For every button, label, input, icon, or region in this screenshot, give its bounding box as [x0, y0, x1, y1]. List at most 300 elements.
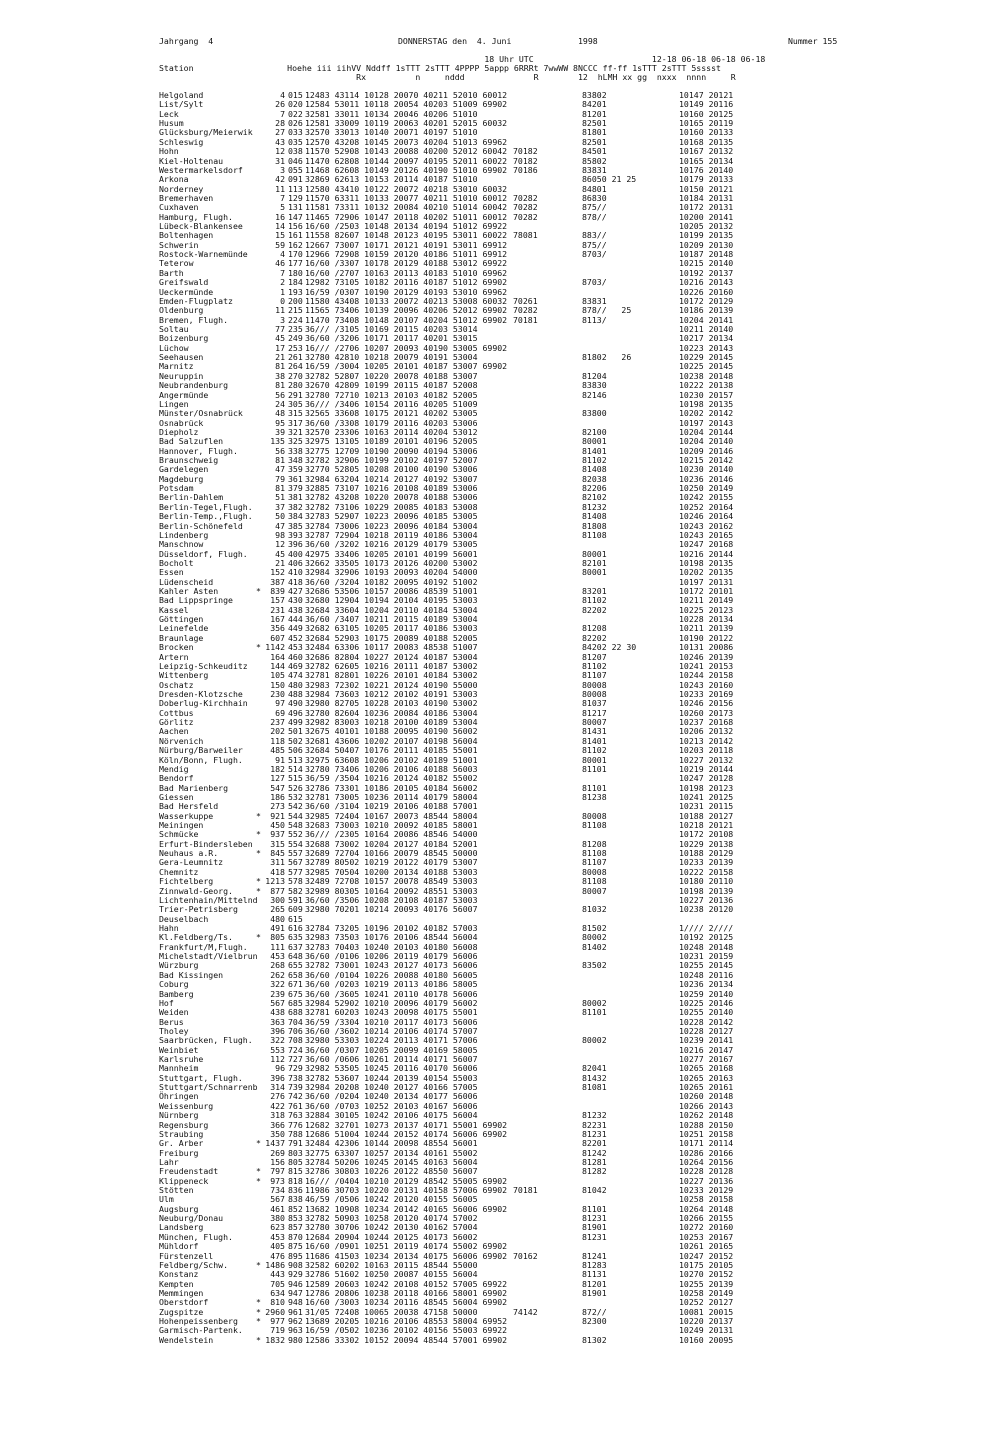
station-index: 980 [288, 1334, 303, 1345]
station-extremes: 10243 20165 [679, 529, 734, 540]
station-height: 450 [270, 820, 285, 831]
station-extremes: 10238 20148 [679, 370, 734, 381]
station-data-groups: 36/60 /0203 10219 20113 40186 58005 [305, 979, 478, 990]
station-data-groups: 36/60 /3308 10179 20116 40203 53006 [305, 417, 478, 428]
station-extremes: 10229 20138 [679, 838, 734, 849]
station-data-groups: 32784 50206 10245 20145 40163 56004 [305, 1156, 478, 1167]
station-name: Aachen [159, 726, 189, 737]
station-extremes: 10228 20127 [679, 1025, 734, 1036]
station-data-groups: 11470 73408 10148 20107 40204 51012 69902 [305, 314, 508, 325]
station-data-groups: 16/59 /0502 10236 20102 40156 55003 69922 [305, 1325, 508, 1336]
station-height: 797 [270, 1166, 285, 1177]
station-name: Freiburg [159, 1147, 199, 1158]
station-name: Lübeck-Blankensee [159, 221, 243, 232]
station-index: 384 [288, 511, 303, 522]
station-index: 488 [288, 689, 303, 699]
station-extremes: 10237 20168 [679, 717, 734, 728]
station-data-groups: 32984 63204 10214 20127 40192 53007 [305, 473, 478, 484]
station-height: 269 [270, 1147, 285, 1158]
station-height: 97 [275, 698, 285, 709]
station-height: 239 [270, 988, 285, 999]
station-data-groups: 32783 52907 10223 20096 40185 53005 [305, 511, 478, 522]
station-height: 318 [270, 1110, 285, 1121]
station-height: 91 [275, 754, 285, 765]
station-index: 727 [288, 1054, 303, 1065]
station-data-groups: 36/59 /3504 10216 20124 40182 55002 [305, 773, 478, 784]
station-name: Greifswald [159, 277, 209, 288]
station-group7: 70181 [513, 1185, 538, 1196]
mountain-mark: * [256, 1175, 261, 1186]
station-data-groups: 32688 73002 10204 20127 40184 52001 [305, 838, 478, 849]
station-name: Memmingen [159, 1288, 204, 1298]
station-height: 105 [270, 670, 285, 681]
station-name: Kempten [159, 1278, 194, 1289]
station-group7: 74142 [513, 1306, 538, 1317]
station-group8: 84202 22 30 [582, 642, 637, 653]
station-name: Lindenberg [159, 529, 209, 540]
station-group8: 81108 [582, 876, 607, 887]
station-index: 264 [288, 361, 303, 372]
station-group8: 875// [582, 202, 607, 213]
station-index: 215 [288, 305, 303, 316]
station-name: Rostock-Warnemünde [159, 249, 248, 260]
station-index: 147 [288, 211, 303, 222]
station-height: 476 [270, 1250, 285, 1261]
station-extremes: 10277 20167 [679, 1054, 734, 1065]
station-height: 418 [270, 866, 285, 877]
station-name: Manschnow [159, 539, 204, 550]
station-group8: 8113/ [582, 314, 607, 325]
station-name: Deuselbach [159, 913, 209, 924]
station-index: 291 [288, 389, 303, 400]
station-extremes: 10228 20134 [679, 614, 734, 625]
station-name: Cottbus [159, 707, 194, 718]
station-height: 567 [270, 1194, 285, 1205]
station-index: 548 [288, 820, 303, 831]
station-data-groups: 32781 60203 10243 20098 40175 55001 [305, 1007, 478, 1018]
mountain-mark: * [256, 1138, 261, 1149]
station-data-groups: 32684 50407 10176 20111 40185 55001 [305, 745, 478, 756]
station-index: 895 [288, 1250, 303, 1261]
station-height: 387 [270, 576, 285, 587]
station-extremes: 10172 20131 [679, 202, 734, 213]
station-index: 615 [288, 913, 303, 924]
station-height: 28 [275, 118, 285, 129]
station-height: 37 [275, 501, 285, 512]
station-index: 729 [288, 1063, 303, 1074]
station-height: 47 [275, 464, 285, 475]
station-height: 7 [280, 267, 285, 278]
station-group8: 81032 [582, 904, 607, 915]
station-name: Zugspitze [159, 1306, 204, 1317]
station-group8: 80002 [582, 1035, 607, 1046]
station-name: Nürburg/Barweiler [159, 745, 243, 756]
station-name: Hof [159, 997, 174, 1008]
station-data-groups: 12982 73105 10182 20116 40187 51012 69902 [305, 277, 508, 288]
station-height: 96 [275, 1063, 285, 1074]
station-group7: 70282 [513, 211, 538, 222]
station-extremes: 10230 20157 [679, 389, 734, 400]
station-group8: 81231 [582, 1231, 607, 1242]
station-extremes: 10288 20150 [679, 1119, 734, 1130]
station-extremes: 10246 20156 [679, 698, 734, 709]
station-name: Mendig [159, 763, 189, 774]
table-row [159, 278, 959, 287]
station-name: Emden-Flugplatz [159, 295, 233, 306]
station-height: 118 [270, 735, 285, 746]
station-group8: 81302 [582, 1334, 607, 1345]
station-group8: 83831 [582, 295, 607, 306]
station-height: 839 [270, 586, 285, 597]
station-index: 026 [288, 118, 303, 129]
station-name: Schmücke [159, 829, 199, 840]
station-data-groups: 36/60 /3605 10241 20110 40178 56006 [305, 988, 478, 999]
station-name: Bad Lippspringe [159, 595, 233, 606]
station-group8: 81107 [582, 857, 607, 868]
station-height: 461 [270, 1203, 285, 1214]
station-index: 193 [288, 286, 303, 297]
station-name: Braunschweig [159, 455, 219, 466]
station-index: 963 [288, 1325, 303, 1336]
station-extremes: 10258 20158 [679, 1194, 734, 1205]
station-index: 261 [288, 352, 303, 363]
station-data-groups: 32783 70403 10240 20103 40180 56008 [305, 941, 478, 952]
station-extremes: 10198 20135 [679, 398, 734, 409]
station-extremes: 10171 20114 [679, 1138, 734, 1149]
station-extremes: 10227 20136 [679, 1175, 734, 1186]
station-index: 474 [288, 670, 303, 681]
station-extremes: 10270 20152 [679, 1269, 734, 1280]
station-index: 708 [288, 1035, 303, 1046]
station-group8: 83502 [582, 960, 607, 971]
station-height: 56 [275, 445, 285, 456]
station-extremes: 10222 20158 [679, 866, 734, 877]
station-extremes: 10227 20136 [679, 894, 734, 905]
station-data-groups: 36/// /2305 10164 20086 48546 54000 [305, 829, 478, 840]
station-index: 046 [288, 155, 303, 166]
station-index: 235 [288, 323, 303, 334]
station-height: 265 [270, 904, 285, 915]
station-extremes: 10243 20162 [679, 520, 734, 531]
table-row [159, 259, 959, 268]
station-name: Diepholz [159, 426, 199, 437]
station-index: 567 [288, 857, 303, 868]
station-index: 577 [288, 866, 303, 877]
station-name: Berlin-Schönefeld [159, 520, 243, 531]
station-data-groups: 32782 62605 10216 20111 40187 53002 [305, 660, 478, 671]
station-group8: 81231 [582, 1213, 607, 1224]
station-data-groups: 32782 43208 10220 20078 40188 53006 [305, 492, 478, 503]
station-index: 578 [288, 876, 303, 887]
station-height: 845 [270, 848, 285, 859]
station-extremes: 10264 20148 [679, 1203, 734, 1214]
station-extremes: 10165 20119 [679, 118, 734, 129]
station-height: 0 [280, 295, 285, 306]
station-group7: 70182 [513, 146, 538, 157]
station-index: 514 [288, 763, 303, 774]
station-data-groups: 32980 82705 10228 20103 40190 53002 [305, 698, 478, 709]
station-extremes: 10205 20132 [679, 221, 734, 232]
station-height: 98 [275, 529, 285, 540]
station-index: 427 [288, 586, 303, 597]
station-name: Saarbrücken, Flugh. [159, 1035, 253, 1046]
station-height: 396 [270, 1025, 285, 1036]
station-height: 485 [270, 745, 285, 756]
station-name: Düsseldorf, Flugh. [159, 548, 248, 559]
station-group8: 81102 [582, 455, 607, 466]
station-data-groups: 13689 20205 10216 20106 48553 58004 69952 [305, 1316, 508, 1327]
station-group8: 82202 [582, 604, 607, 615]
station-name: Leck [159, 108, 179, 119]
station-data-groups: 36/60 /0106 10206 20119 40179 56006 [305, 951, 478, 962]
station-data-groups: 16/// /2706 10207 20093 40190 53005 69902 [305, 342, 508, 353]
station-name: Chemnitz [159, 866, 199, 877]
station-extremes: 10216 20144 [679, 548, 734, 559]
station-height: 17 [275, 342, 285, 353]
station-extremes: 10165 20134 [679, 155, 734, 166]
station-name: Karlsruhe [159, 1054, 204, 1065]
station-data-groups: 32489 72708 10157 20078 48549 53003 [305, 876, 478, 887]
station-index: 515 [288, 773, 303, 784]
station-extremes: 10184 20131 [679, 192, 734, 203]
station-group8: 81432 [582, 1072, 607, 1083]
station-group8: 80007 [582, 717, 607, 728]
station-name: Freudenstadt [159, 1166, 219, 1177]
station-data-groups: 32782 50903 10258 20120 40174 57002 [305, 1213, 478, 1224]
station-data-groups: 12786 20806 10238 20118 40166 58001 69902 [305, 1288, 508, 1298]
station-extremes: 10203 20118 [679, 745, 734, 756]
station-extremes: 10260 20148 [679, 1091, 734, 1102]
station-index: 635 [288, 932, 303, 943]
station-data-groups: 11470 62808 10144 20097 40195 52011 60022 [305, 155, 508, 166]
station-index: 170 [288, 249, 303, 260]
station-extremes: 10204 20144 [679, 426, 734, 437]
station-extremes: 10202 20142 [679, 408, 734, 419]
station-extremes: 10175 20105 [679, 1259, 734, 1270]
station-index: 853 [288, 1213, 303, 1224]
station-name: Berlin-Tegel,Flugh. [159, 501, 253, 512]
station-extremes: 10198 20135 [679, 557, 734, 568]
station-index: 742 [288, 1091, 303, 1102]
station-height: 5 [280, 202, 285, 213]
mountain-mark: * [256, 1306, 261, 1317]
station-group8: 81901 [582, 1288, 607, 1298]
station-data-groups: 32780 73406 10206 20106 40188 56003 [305, 763, 478, 774]
station-height: 3 [280, 314, 285, 325]
station-name: Westermarkelsdorf [159, 164, 243, 175]
mountain-mark: * [256, 885, 261, 896]
station-group8: 81201 [582, 1278, 607, 1289]
station-name: Hohn [159, 146, 179, 157]
station-group8: 81204 [582, 370, 607, 381]
station-height: 11 [275, 183, 285, 194]
station-extremes: 10147 20121 [679, 90, 734, 100]
station-name: Neuruppin [159, 370, 204, 381]
station-height: 322 [270, 979, 285, 990]
station-index: 870 [288, 1231, 303, 1242]
station-extremes: 10229 20145 [679, 352, 734, 363]
station-name: Marnitz [159, 361, 194, 372]
station-height: 77 [275, 323, 285, 334]
station-group8: 80001 [582, 548, 607, 559]
station-extremes: 10250 20149 [679, 483, 734, 494]
station-index: 180 [288, 267, 303, 278]
station-data-groups: 36/60 /3204 10182 20095 40192 51002 [305, 576, 478, 587]
station-group8: 80002 [582, 997, 607, 1008]
station-data-groups: 32982 53505 10245 20116 40170 56006 [305, 1063, 478, 1074]
station-group8: 81102 [582, 595, 607, 606]
station-index: 359 [288, 464, 303, 475]
station-group8: 81242 [582, 1147, 607, 1158]
station-index: 815 [288, 1166, 303, 1177]
station-name: Klippeneck [159, 1175, 209, 1186]
station-index: 704 [288, 1016, 303, 1027]
station-index: 875 [288, 1241, 303, 1252]
station-height: 56 [275, 389, 285, 400]
station-name: Wendelstein [159, 1334, 214, 1345]
station-extremes: 10222 20138 [679, 380, 734, 391]
station-data-groups: 32675 40101 10188 20095 40190 56002 [305, 726, 478, 737]
station-data-groups: 32683 73003 10210 20092 40185 58001 [305, 820, 478, 831]
station-index: 033 [288, 127, 303, 138]
station-name: Neubrandenburg [159, 380, 229, 391]
station-height: 634 [270, 1288, 285, 1298]
station-group8: 83830 [582, 380, 607, 391]
station-extremes: 10215 20142 [679, 455, 734, 466]
station-name: Brocken [159, 642, 194, 653]
station-group8: 81401 [582, 735, 607, 746]
station-height: 43 [275, 136, 285, 147]
station-data-groups: 32782 52807 10220 20078 40188 53007 [305, 370, 478, 381]
station-extremes: 10218 20121 [679, 820, 734, 831]
station-data-groups: 32686 53506 10157 20086 48539 51001 [305, 586, 478, 597]
station-extremes: 10241 20125 [679, 791, 734, 802]
station-table [159, 91, 959, 1345]
station-extremes: 10219 20144 [679, 763, 734, 774]
station-data-groups: 36/// /3105 10169 20115 40203 53014 [305, 323, 478, 334]
station-height: 4 [280, 90, 285, 100]
station-data-groups: 32570 23306 10163 20114 40204 53012 [305, 426, 478, 437]
station-height: 877 [270, 885, 285, 896]
station-height: 15 [275, 230, 285, 241]
station-group7: 70282 [513, 202, 538, 213]
station-group8: 80001 [582, 436, 607, 447]
station-group8: 82300 [582, 1316, 607, 1327]
station-index: 788 [288, 1128, 303, 1139]
station-name: Neuhaus a.R. [159, 848, 219, 859]
station-index: 038 [288, 146, 303, 157]
station-height: 26 [275, 99, 285, 110]
station-extremes: 10226 20160 [679, 286, 734, 297]
station-index: 305 [288, 398, 303, 409]
station-extremes: 10211 20139 [679, 623, 734, 634]
station-height: 152 [270, 567, 285, 578]
station-extremes: 10264 20156 [679, 1156, 734, 1167]
station-name: Kl.Feldberg/Ts. [159, 932, 233, 943]
station-height: 2960 [265, 1306, 285, 1317]
station-data-groups: 32784 73006 10223 20096 40184 53004 [305, 520, 478, 531]
station-index: 526 [288, 782, 303, 793]
station-group8: 84501 [582, 146, 607, 157]
table-row [159, 241, 959, 250]
station-group8: 83802 [582, 90, 607, 100]
station-extremes: 10244 20158 [679, 670, 734, 681]
station-index: 184 [288, 277, 303, 288]
station-group8: 872// [582, 1306, 607, 1317]
station-group8: 80008 [582, 689, 607, 699]
station-group8: 81401 [582, 445, 607, 456]
station-height: 734 [270, 1185, 285, 1196]
station-data-groups: 11558 82607 10148 20123 40195 53011 60022 [305, 230, 508, 241]
station-data-groups: 32975 13105 10189 20101 40196 52005 [305, 436, 478, 447]
station-data-groups: 36/// /3406 10154 20116 40205 51009 [305, 398, 478, 409]
station-index: 671 [288, 979, 303, 990]
station-name: Görlitz [159, 717, 194, 728]
table-row [159, 306, 959, 315]
station-name: Münster/Osnabrück [159, 408, 243, 419]
station-data-groups: 32980 53303 10224 20113 40171 57006 [305, 1035, 478, 1046]
station-data-groups: 32786 73301 10186 20105 40184 56002 [305, 782, 478, 793]
station-name: Nörvenich [159, 735, 204, 746]
station-index: 490 [288, 698, 303, 709]
station-index: 200 [288, 295, 303, 306]
station-extremes: 10228 20128 [679, 1166, 734, 1177]
station-height: 366 [270, 1119, 285, 1130]
station-index: 738 [288, 1072, 303, 1083]
station-group8: 81431 [582, 726, 607, 737]
station-data-groups: 36/60 /3206 10171 20117 40201 53015 [305, 333, 478, 344]
station-group8: 85802 [582, 155, 607, 166]
station-group7: 70181 [513, 314, 538, 325]
station-height: 24 [275, 398, 285, 409]
station-data-groups: 12581 33009 10119 20063 40201 52015 60032 [305, 118, 508, 129]
station-index: 270 [288, 370, 303, 381]
station-group8: 81808 [582, 520, 607, 531]
station-data-groups: 32680 12904 10194 20104 40195 53003 [305, 595, 478, 606]
station-name: Stötten [159, 1185, 194, 1196]
station-group8: 82231 [582, 1119, 607, 1130]
station-extremes: 10228 20142 [679, 1016, 734, 1027]
station-group8: 81281 [582, 1156, 607, 1167]
station-extremes: 10252 20127 [679, 1297, 734, 1308]
station-index: 761 [288, 1100, 303, 1111]
station-group8: 878// 25 [582, 305, 632, 316]
station-group8: 82206 [582, 483, 607, 494]
station-data-groups: 16/60 /3307 10178 20129 40188 53012 69922 [305, 258, 508, 269]
station-height: 805 [270, 932, 285, 943]
station-height: 81 [275, 380, 285, 391]
station-extremes: 10199 20135 [679, 230, 734, 241]
station-data-groups: 32670 42809 10199 20115 40187 52008 [305, 380, 478, 391]
station-index: 805 [288, 1156, 303, 1167]
station-index: 224 [288, 314, 303, 325]
station-index: 763 [288, 1110, 303, 1121]
station-data-groups: 32565 33608 10175 20121 40202 53005 [305, 408, 478, 419]
station-extremes: 10211 20140 [679, 323, 734, 334]
mountain-mark: * [256, 810, 261, 821]
station-name: Berlin-Temp.,Flugh. [159, 511, 253, 522]
station-group8: 82038 [582, 473, 607, 484]
station-extremes: 10204 20140 [679, 436, 734, 447]
station-index: 131 [288, 202, 303, 213]
station-group8: 878// [582, 211, 607, 222]
station-data-groups: 32775 63307 10257 20134 40161 55002 [305, 1147, 478, 1158]
station-extremes: 1//// 2//// [679, 922, 734, 933]
station-index: 020 [288, 99, 303, 110]
station-name: Erfurt-Bindersleben [159, 838, 253, 849]
station-index: 739 [288, 1082, 303, 1093]
station-name: Hamburg, Flugh. [159, 211, 233, 222]
